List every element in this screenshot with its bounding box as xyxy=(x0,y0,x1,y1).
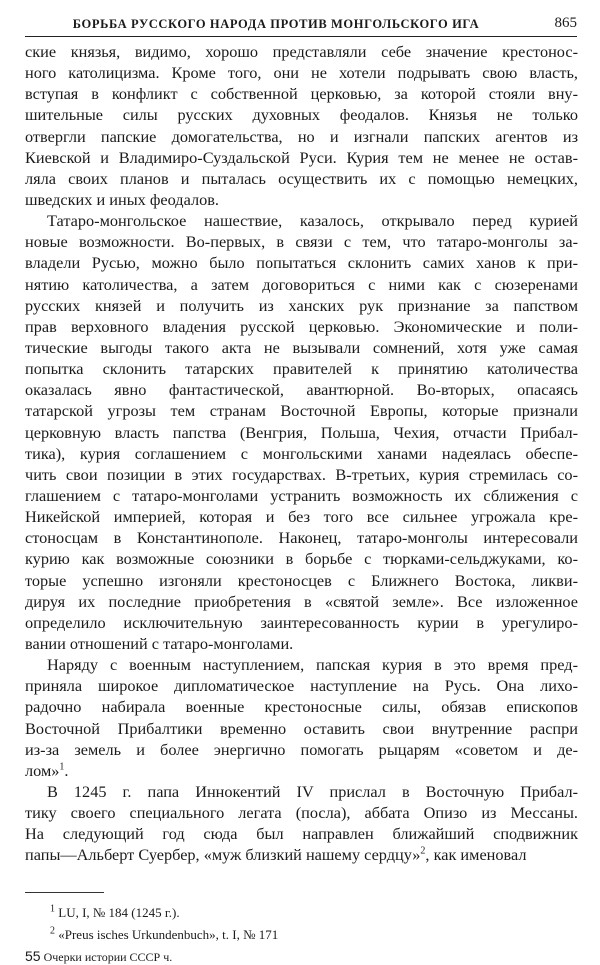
line-text: шведских и иных феодалов. xyxy=(25,189,219,209)
line-text: ские князья, видимо, хорошо представляли себе значение крестонос- xyxy=(25,42,578,61)
line-text: отвергли папские домогательства, но и изгнали папских агентов из xyxy=(25,126,578,146)
line-text: Восточной Прибалтики временно оставить свои внутренние распри xyxy=(25,718,578,738)
text-line xyxy=(25,464,578,485)
text-line xyxy=(25,274,578,295)
footnote-mark: 2 xyxy=(50,925,55,937)
line-text: , как именовал xyxy=(425,845,527,865)
paragraph xyxy=(25,41,578,210)
line-text: Никейской империей, которая и без того все сильнее угрожала кре- xyxy=(25,507,578,527)
text-line xyxy=(25,485,578,506)
line-text: стоносцам в Константинополе. Наконец, татаро-монголы интересовали xyxy=(25,528,578,548)
text-line xyxy=(25,570,578,591)
text-line xyxy=(25,844,578,865)
paragraph xyxy=(25,781,578,866)
line-text: владели Русью, можно было попытаться склонить самих ханов к при- xyxy=(25,253,578,273)
line-text: папы—Альберт Суербер, «муж близкий нашему сердцу» xyxy=(25,845,421,865)
line-text: В 1245 г. папа Иннокентий IV прислал в Восточную Прибал- xyxy=(47,781,578,801)
line-text: Киевской и Владимиро-Суздальской Руси. Курия тем не менее не остав- xyxy=(25,147,578,167)
line-text: шительные силы русских духовных феодалов. Князья не только xyxy=(25,105,578,125)
text-line xyxy=(25,41,578,62)
paragraph xyxy=(25,210,578,654)
text-line xyxy=(25,337,578,358)
text-line xyxy=(25,168,578,189)
text-line xyxy=(25,823,578,844)
text-line xyxy=(25,633,578,654)
body-text xyxy=(25,41,578,865)
line-text: чить свои позиции в этих государствах. В-третьих, курия стремилась со- xyxy=(25,464,578,484)
line-text: торые успешно изгоняли крестоносцев с Ближнего Востока, ликви- xyxy=(25,570,578,590)
footnote-text: LU, I, № 184 (1245 г.). xyxy=(58,905,180,920)
line-text: вступая в конфликт с собственной церковью, за которой стояли вну- xyxy=(25,84,578,104)
page-number: 865 xyxy=(554,15,577,31)
text-line xyxy=(25,506,578,527)
footnote-1 xyxy=(50,905,180,921)
running-header xyxy=(25,14,577,37)
line-text: русских князей и получить из ханских рук признание за папством xyxy=(25,295,578,315)
printer-signature xyxy=(25,948,172,965)
line-text: вании отношений с татаро-монголами. xyxy=(25,633,294,653)
line-text: приняла широкое дипломатическое наступление на Русь. Она лихо- xyxy=(25,676,578,696)
text-line xyxy=(25,126,578,147)
line-text: ляла своих планов и пыталась осуществить их с помощью немецких, xyxy=(25,168,578,188)
running-title: БОРЬБА РУССКОГО НАРОДА ПРОТИВ МОНГОЛЬСКОГО ИГА xyxy=(72,17,480,31)
line-text: татарской угрозы тем странам Восточной Европы, которые признали xyxy=(25,401,578,421)
text-line xyxy=(25,147,578,168)
line-text: курию как возможные союзники в борьбе с тюрками-сельджуками, ко- xyxy=(25,549,578,569)
text-line xyxy=(25,83,578,104)
text-line xyxy=(25,612,578,633)
line-text: дируя их последние приобретения в «святой земле». Все изложенное xyxy=(25,591,578,611)
text-line xyxy=(25,231,578,252)
text-line xyxy=(25,210,578,231)
signature-number: 55 xyxy=(25,948,41,964)
paragraph xyxy=(25,654,578,781)
text-line xyxy=(25,316,578,337)
footnote-mark: 1 xyxy=(50,903,55,915)
text-line xyxy=(25,548,578,569)
footnote-text: «Preus isches Urkundenbuch», t. I, № 171 xyxy=(58,927,279,942)
text-line xyxy=(25,358,578,379)
text-line xyxy=(25,591,578,612)
line-text: оказалась явно фантастической, авантюрной. Во-вторых, опасаясь xyxy=(25,380,578,400)
text-line xyxy=(25,760,578,781)
footnote-reference[interactable]: 1 xyxy=(59,761,65,773)
text-line xyxy=(25,295,578,316)
text-line xyxy=(25,527,578,548)
text-line xyxy=(25,62,578,83)
signature-text: Очерки истории СССР ч. xyxy=(43,950,173,964)
line-text: нятию католичества, а затем договориться с ними как с сюзеренами xyxy=(25,274,578,294)
line-text: тические выгоды такого акта не вызывали сомнений, хотя уже самая xyxy=(25,337,578,357)
line-text: из-за земель и более энергично помогать рыцарям «советом и де- xyxy=(25,739,578,759)
line-text: радочно набирала военные крестоносные силы, обязав епископов xyxy=(25,697,578,717)
text-line xyxy=(25,654,578,675)
line-text: Татаро-монгольское нашествие, казалось, открывало перед курией xyxy=(47,211,578,231)
line-text: На следующий год сюда был направлен ближайший сподвижник xyxy=(25,824,578,844)
line-text: тику своего специального легата (посла), аббата Опизо из Мессаны. xyxy=(25,803,578,823)
footnote-2 xyxy=(50,927,278,943)
text-line xyxy=(25,781,578,802)
text-line xyxy=(25,443,578,464)
text-line xyxy=(25,696,578,717)
line-text: определило исключительную заинтересованность курии в урегулиро- xyxy=(25,612,578,632)
line-text: попытка склонить татарских правителей к принятию католичества xyxy=(25,359,578,379)
line-text: тика), курия соглашением с монгольскими ханами надеялась обеспе- xyxy=(25,443,578,463)
text-line xyxy=(25,104,578,125)
line-text: новые возможности. Во-первых, в связи с тем, что татаро-монголы за- xyxy=(25,232,578,252)
text-line xyxy=(25,718,578,739)
line-text: лом» xyxy=(25,760,60,780)
text-line xyxy=(25,422,578,443)
text-line xyxy=(25,252,578,273)
text-line xyxy=(25,675,578,696)
text-line xyxy=(25,379,578,400)
line-text: . xyxy=(64,760,69,780)
text-line xyxy=(25,739,578,760)
line-text: Наряду с военным наступлением, папская курия в это время пред- xyxy=(47,655,578,675)
text-line xyxy=(25,802,578,823)
line-text: глашением с татаро-монголами устранить возможность их сближения с xyxy=(25,485,578,505)
line-text: церковную власть папства (Венгрия, Польша, Чехия, отчасти Прибал- xyxy=(25,422,578,442)
footnote-divider xyxy=(25,892,104,893)
text-line xyxy=(25,400,578,421)
line-text: ного католицизма. Кроме того, они не хотели подрывать свою власть, xyxy=(25,63,578,83)
text-line xyxy=(25,189,578,210)
line-text: прав верховного владения русской церковью. Экономические и поли- xyxy=(25,316,578,336)
footnote-reference[interactable]: 2 xyxy=(420,845,426,857)
